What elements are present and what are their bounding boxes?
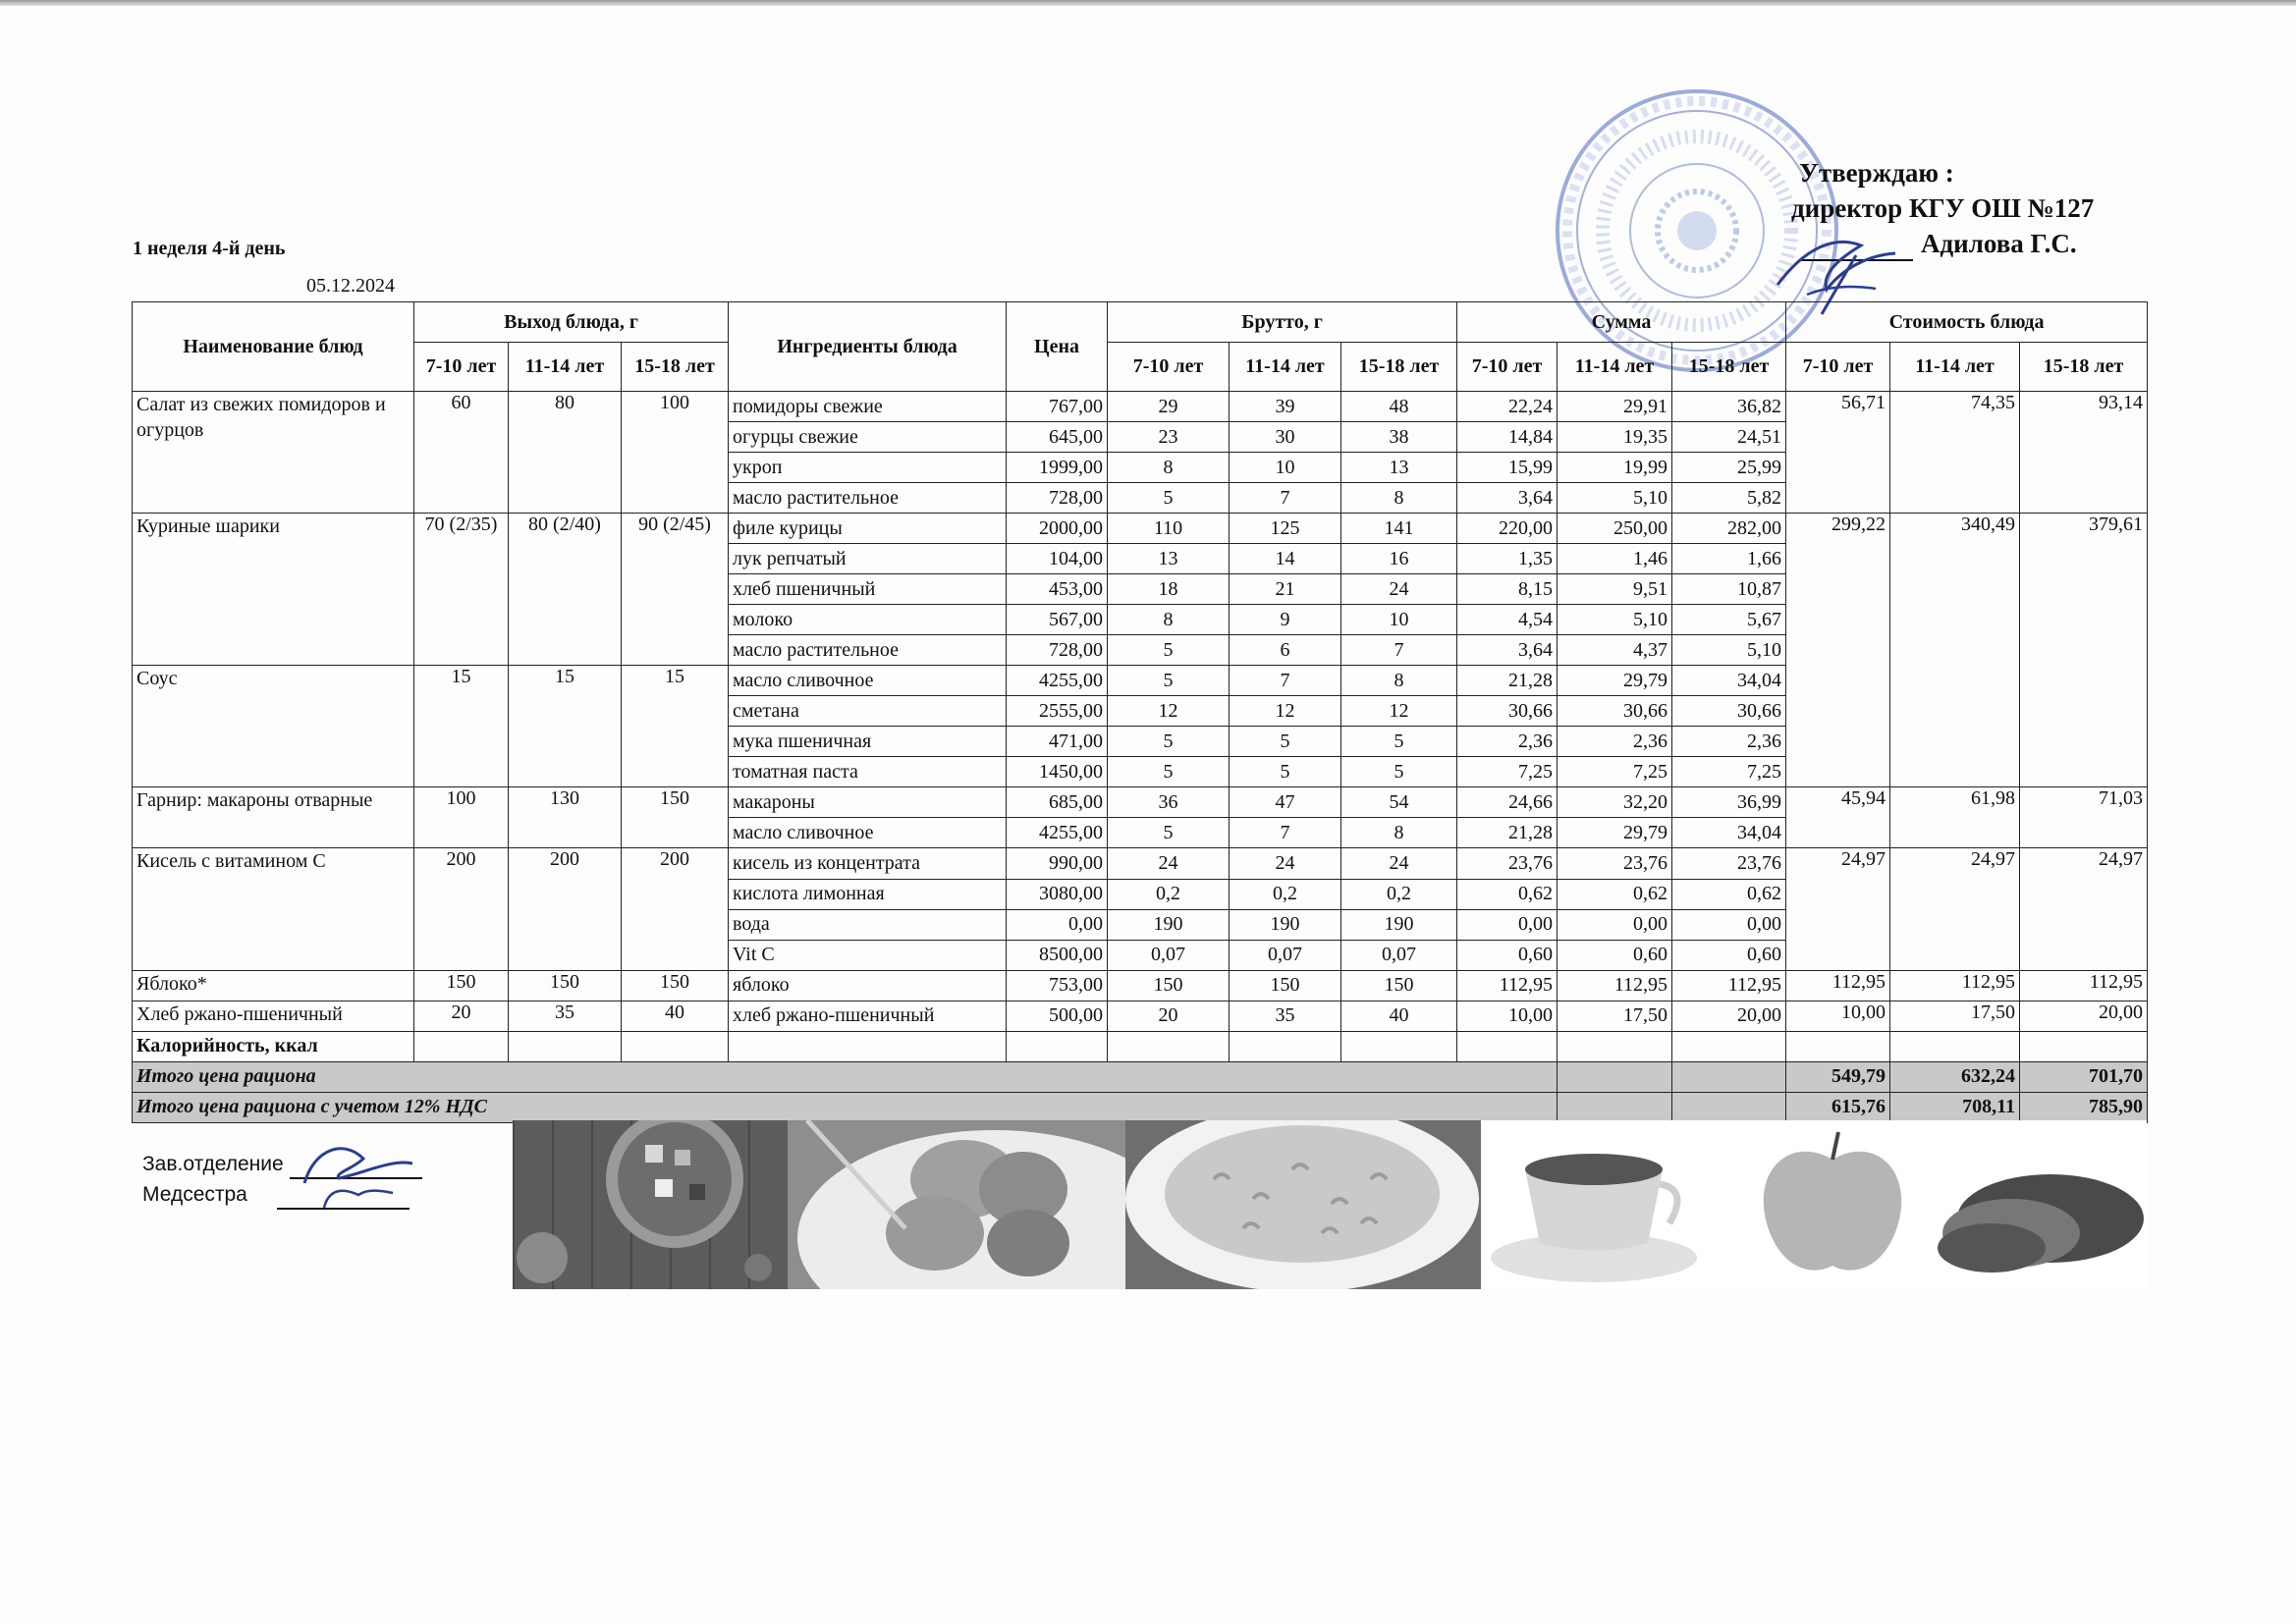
empty-cell [1890, 1031, 2020, 1061]
ingredient-sum: 112,95 [1672, 970, 1786, 1001]
age-brutto-1: 11-14 лет [1230, 343, 1341, 392]
food-photos [513, 1120, 2147, 1289]
ingredient-sum: 2,36 [1558, 727, 1672, 757]
ingredient-price: 728,00 [1007, 635, 1108, 666]
table-row [133, 787, 2148, 818]
ingredient-brutto: 8 [1108, 605, 1230, 635]
empty-cell [1341, 1031, 1457, 1061]
age-sum-2: 15-18 лет [1672, 343, 1786, 392]
ingredient-brutto: 6 [1230, 635, 1341, 666]
total-row-value: 701,70 [2020, 1061, 2148, 1092]
ingredient-sum: 10,00 [1457, 1001, 1558, 1031]
age-sum-0: 7-10 лет [1457, 343, 1558, 392]
ingredient-price: 645,00 [1007, 422, 1108, 453]
ingredient-brutto: 5 [1230, 757, 1341, 787]
total-row-value: 549,79 [1786, 1061, 1890, 1092]
dish-output: 200 [414, 848, 509, 970]
dish-cost: 112,95 [2020, 970, 2148, 1001]
age-cost-2: 15-18 лет [2020, 343, 2148, 392]
ingredient-brutto: 0,2 [1230, 879, 1341, 909]
ingredient-sum: 0,60 [1672, 940, 1786, 970]
dish-output: 100 [622, 392, 729, 514]
ingredient-sum: 112,95 [1558, 970, 1672, 1001]
table-row [133, 1001, 2148, 1031]
total-row-label: Итого цена рациона [133, 1061, 1558, 1092]
ingredient-brutto: 23 [1108, 422, 1230, 453]
ingredient-sum: 0,62 [1457, 879, 1558, 909]
ingredient-sum: 19,35 [1558, 422, 1672, 453]
ingredient-brutto: 24 [1230, 848, 1341, 879]
ingredient-sum: 30,66 [1672, 696, 1786, 727]
ingredient-name: Vit C [729, 940, 1007, 970]
ingredient-sum: 32,20 [1558, 787, 1672, 818]
ingredient-brutto: 0,07 [1341, 940, 1457, 970]
calories-row [133, 1031, 2148, 1061]
menu-date: 05.12.2024 [306, 275, 395, 297]
dish-name: Салат из свежих помидоров и огурцов [133, 392, 414, 514]
ingredient-sum: 220,00 [1457, 514, 1558, 544]
ingredient-price: 767,00 [1007, 392, 1108, 422]
dish-output: 150 [622, 787, 729, 848]
ingredient-brutto: 5 [1108, 483, 1230, 514]
dish-cost: 299,22 [1786, 514, 1890, 787]
ingredient-price: 2000,00 [1007, 514, 1108, 544]
ingredient-sum: 0,00 [1558, 909, 1672, 940]
age-header-row [133, 343, 2148, 392]
ingredient-sum: 30,66 [1558, 696, 1672, 727]
age-sum-1: 11-14 лет [1558, 343, 1672, 392]
ingredient-brutto: 5 [1341, 727, 1457, 757]
total-vat-row-value: 615,76 [1786, 1092, 1890, 1122]
ingredient-sum: 250,00 [1558, 514, 1672, 544]
bread-photo [1933, 1120, 2147, 1289]
calories-label: Калорийность, ккал [133, 1031, 414, 1061]
ingredient-brutto: 10 [1230, 453, 1341, 483]
ingredient-sum: 5,10 [1558, 605, 1672, 635]
dish-name: Кисель с витамином С [133, 848, 414, 970]
header-dish-name: Наименование блюд [133, 302, 414, 392]
ingredient-price: 3080,00 [1007, 879, 1108, 909]
ingredient-name: огурцы свежие [729, 422, 1007, 453]
ingredient-brutto: 9 [1230, 605, 1341, 635]
ingredient-brutto: 5 [1108, 666, 1230, 696]
age-output-1: 11-14 лет [509, 343, 622, 392]
empty-cell [1786, 1031, 1890, 1061]
tea-cup-photo [1481, 1120, 1732, 1289]
ingredient-brutto: 8 [1341, 818, 1457, 848]
ingredient-brutto: 190 [1230, 909, 1341, 940]
ingredient-sum: 0,62 [1672, 879, 1786, 909]
ingredient-brutto: 0,07 [1230, 940, 1341, 970]
ingredient-sum: 2,36 [1457, 727, 1558, 757]
dish-output: 90 (2/45) [622, 514, 729, 666]
empty-cell [1672, 1092, 1786, 1122]
ingredient-price: 104,00 [1007, 544, 1108, 574]
ingredient-brutto: 36 [1108, 787, 1230, 818]
ingredient-name: томатная паста [729, 757, 1007, 787]
ingredient-brutto: 38 [1341, 422, 1457, 453]
total-vat-row-value: 785,90 [2020, 1092, 2148, 1122]
dish-output: 40 [622, 1001, 729, 1031]
ingredient-sum: 21,28 [1457, 666, 1558, 696]
ingredient-brutto: 24 [1341, 848, 1457, 879]
header-brutto: Брутто, г [1108, 302, 1457, 343]
ingredient-sum: 0,00 [1457, 909, 1558, 940]
ingredient-name: мука пшеничная [729, 727, 1007, 757]
scan-edge [0, 0, 2296, 6]
dish-output: 70 (2/35) [414, 514, 509, 666]
empty-cell [2020, 1031, 2148, 1061]
header-cost: Стоимость блюда [1786, 302, 2148, 343]
ingredient-name: хлеб пшеничный [729, 574, 1007, 605]
age-cost-1: 11-14 лет [1890, 343, 2020, 392]
dish-name: Гарнир: макароны отварные [133, 787, 414, 848]
dish-name: Соус [133, 666, 414, 787]
ingredient-brutto: 40 [1341, 1001, 1457, 1031]
empty-cell [1457, 1031, 1558, 1061]
empty-cell [1558, 1092, 1672, 1122]
ingredient-brutto: 0,07 [1108, 940, 1230, 970]
ingredient-sum: 112,95 [1457, 970, 1558, 1001]
header-sum: Сумма [1457, 302, 1786, 343]
ingredient-name: укроп [729, 453, 1007, 483]
director-name: Адилова Г.С. [1921, 229, 2077, 258]
dish-output: 150 [622, 970, 729, 1001]
ingredient-sum: 5,10 [1558, 483, 1672, 514]
ingredient-sum: 282,00 [1672, 514, 1786, 544]
table-row [133, 514, 2148, 544]
ingredient-sum: 7,25 [1558, 757, 1672, 787]
table-row [133, 848, 2148, 879]
ingredient-price: 753,00 [1007, 970, 1108, 1001]
ingredient-price: 471,00 [1007, 727, 1108, 757]
ingredient-brutto: 141 [1341, 514, 1457, 544]
ingredient-brutto: 0,2 [1341, 879, 1457, 909]
ingredient-name: яблоко [729, 970, 1007, 1001]
ingredient-brutto: 7 [1230, 818, 1341, 848]
chicken-balls-photo [788, 1120, 1125, 1289]
ingredient-sum: 29,79 [1558, 666, 1672, 696]
head-of-department-label: Зав.отделение [142, 1153, 284, 1175]
ingredient-price: 685,00 [1007, 787, 1108, 818]
ingredient-price: 8500,00 [1007, 940, 1108, 970]
ingredient-sum: 1,46 [1558, 544, 1672, 574]
ingredient-sum: 24,66 [1457, 787, 1558, 818]
ingredient-brutto: 29 [1108, 392, 1230, 422]
ingredient-brutto: 190 [1108, 909, 1230, 940]
dish-cost: 93,14 [2020, 392, 2148, 514]
ingredient-price: 500,00 [1007, 1001, 1108, 1031]
ingredient-brutto: 7 [1341, 635, 1457, 666]
ingredient-brutto: 7 [1230, 483, 1341, 514]
ingredient-brutto: 54 [1341, 787, 1457, 818]
salad-photo [513, 1120, 788, 1289]
empty-cell [1672, 1061, 1786, 1092]
ingredient-brutto: 20 [1108, 1001, 1230, 1031]
ingredient-sum: 9,51 [1558, 574, 1672, 605]
ingredient-name: лук репчатый [729, 544, 1007, 574]
ingredient-brutto: 12 [1230, 696, 1341, 727]
ingredient-price: 567,00 [1007, 605, 1108, 635]
ingredient-brutto: 35 [1230, 1001, 1341, 1031]
dish-output: 15 [414, 666, 509, 787]
ingredient-brutto: 12 [1341, 696, 1457, 727]
ingredient-brutto: 110 [1108, 514, 1230, 544]
footer-signature [285, 1134, 432, 1213]
empty-cell [509, 1031, 622, 1061]
ingredient-brutto: 13 [1108, 544, 1230, 574]
dish-cost: 61,98 [1890, 787, 2020, 848]
ingredient-sum: 20,00 [1672, 1001, 1786, 1031]
ingredient-sum: 24,51 [1672, 422, 1786, 453]
ingredient-brutto: 21 [1230, 574, 1341, 605]
ingredient-sum: 7,25 [1672, 757, 1786, 787]
ingredient-price: 4255,00 [1007, 666, 1108, 696]
dish-cost: 24,97 [1786, 848, 1890, 970]
ingredient-brutto: 24 [1341, 574, 1457, 605]
approval-position: директор КГУ ОШ №127 [1791, 193, 2095, 223]
age-brutto-0: 7-10 лет [1108, 343, 1230, 392]
ingredient-sum: 5,82 [1672, 483, 1786, 514]
ingredient-sum: 5,10 [1672, 635, 1786, 666]
ingredient-sum: 5,67 [1672, 605, 1786, 635]
dish-output: 100 [414, 787, 509, 848]
ingredient-name: масло растительное [729, 483, 1007, 514]
dish-output: 200 [509, 848, 622, 970]
menu-body [133, 392, 2148, 1123]
ingredient-sum: 15,99 [1457, 453, 1558, 483]
menu-table [132, 301, 2148, 1123]
dish-output: 150 [509, 970, 622, 1001]
dish-output: 150 [414, 970, 509, 1001]
ingredient-sum: 0,60 [1558, 940, 1672, 970]
dish-name: Хлеб ржано-пшеничный [133, 1001, 414, 1031]
empty-cell [1007, 1031, 1108, 1061]
dish-cost: 45,94 [1786, 787, 1890, 848]
ingredient-sum: 14,84 [1457, 422, 1558, 453]
empty-cell [729, 1031, 1007, 1061]
ingredient-sum: 30,66 [1457, 696, 1558, 727]
ingredient-sum: 1,66 [1672, 544, 1786, 574]
dish-cost: 20,00 [2020, 1001, 2148, 1031]
dish-output: 35 [509, 1001, 622, 1031]
age-output-0: 7-10 лет [414, 343, 509, 392]
ingredient-brutto: 150 [1230, 970, 1341, 1001]
empty-cell [1558, 1031, 1672, 1061]
empty-cell [1558, 1061, 1672, 1092]
ingredient-price: 0,00 [1007, 909, 1108, 940]
ingredient-brutto: 5 [1108, 727, 1230, 757]
ingredient-brutto: 47 [1230, 787, 1341, 818]
header-ingredients: Ингредиенты блюда [729, 302, 1007, 392]
ingredient-price: 453,00 [1007, 574, 1108, 605]
dish-cost: 379,61 [2020, 514, 2148, 787]
dish-output: 130 [509, 787, 622, 848]
dish-cost: 24,97 [2020, 848, 2148, 970]
apple-photo [1732, 1120, 1933, 1289]
dish-cost: 112,95 [1890, 970, 2020, 1001]
ingredient-sum: 23,76 [1672, 848, 1786, 879]
ingredient-name: сметана [729, 696, 1007, 727]
ingredient-brutto: 14 [1230, 544, 1341, 574]
dish-output: 15 [509, 666, 622, 787]
ingredient-brutto: 5 [1108, 818, 1230, 848]
total-row [133, 1061, 2148, 1092]
ingredient-sum: 23,76 [1457, 848, 1558, 879]
ingredient-brutto: 10 [1341, 605, 1457, 635]
ingredient-sum: 8,15 [1457, 574, 1558, 605]
dish-cost: 24,97 [1890, 848, 2020, 970]
total-vat-row [133, 1092, 2148, 1122]
ingredient-sum: 34,04 [1672, 818, 1786, 848]
empty-cell [1108, 1031, 1230, 1061]
ingredient-sum: 23,76 [1558, 848, 1672, 879]
ingredient-name: масло растительное [729, 635, 1007, 666]
header-output: Выход блюда, г [414, 302, 729, 343]
ingredient-name: кислота лимонная [729, 879, 1007, 909]
ingredient-sum: 3,64 [1457, 635, 1558, 666]
dish-cost: 340,49 [1890, 514, 2020, 787]
ingredient-name: хлеб ржано-пшеничный [729, 1001, 1007, 1031]
ingredient-price: 1450,00 [1007, 757, 1108, 787]
ingredient-sum: 22,24 [1457, 392, 1558, 422]
ingredient-price: 2555,00 [1007, 696, 1108, 727]
empty-cell [1230, 1031, 1341, 1061]
age-cost-0: 7-10 лет [1786, 343, 1890, 392]
ingredient-sum: 4,37 [1558, 635, 1672, 666]
ingredient-sum: 29,91 [1558, 392, 1672, 422]
ingredient-sum: 21,28 [1457, 818, 1558, 848]
ingredient-sum: 3,64 [1457, 483, 1558, 514]
dish-name: Яблоко* [133, 970, 414, 1001]
ingredient-brutto: 7 [1230, 666, 1341, 696]
ingredient-brutto: 150 [1341, 970, 1457, 1001]
ingredient-brutto: 13 [1341, 453, 1457, 483]
total-vat-row-label: Итого цена рациона с учетом 12% НДС [133, 1092, 1558, 1122]
ingredient-price: 990,00 [1007, 848, 1108, 879]
dish-output: 15 [622, 666, 729, 787]
dish-output: 80 (2/40) [509, 514, 622, 666]
ingredient-sum: 36,82 [1672, 392, 1786, 422]
ingredient-brutto: 8 [1341, 483, 1457, 514]
ingredient-sum: 7,25 [1457, 757, 1558, 787]
ingredient-price: 4255,00 [1007, 818, 1108, 848]
ingredient-sum: 0,62 [1558, 879, 1672, 909]
ingredient-brutto: 12 [1108, 696, 1230, 727]
pasta-photo [1125, 1120, 1481, 1289]
ingredient-brutto: 5 [1108, 635, 1230, 666]
dish-cost: 10,00 [1786, 1001, 1890, 1031]
dish-output: 20 [414, 1001, 509, 1031]
approval-title: Утверждаю : [1799, 158, 1954, 188]
dish-cost: 71,03 [2020, 787, 2148, 848]
ingredient-brutto: 5 [1230, 727, 1341, 757]
ingredient-sum: 17,50 [1558, 1001, 1672, 1031]
dish-output: 80 [509, 392, 622, 514]
ingredient-name: кисель из концентрата [729, 848, 1007, 879]
ingredient-brutto: 5 [1108, 757, 1230, 787]
ingredient-sum: 2,36 [1672, 727, 1786, 757]
ingredient-name: макароны [729, 787, 1007, 818]
ingredient-price: 1999,00 [1007, 453, 1108, 483]
ingredient-sum: 36,99 [1672, 787, 1786, 818]
nurse-label: Медсестра [142, 1183, 247, 1206]
dish-name: Куриные шарики [133, 514, 414, 666]
ingredient-brutto: 190 [1341, 909, 1457, 940]
dish-cost: 17,50 [1890, 1001, 2020, 1031]
table-row [133, 392, 2148, 422]
week-day-label: 1 неделя 4-й день [133, 238, 286, 259]
ingredient-brutto: 8 [1341, 666, 1457, 696]
ingredient-brutto: 48 [1341, 392, 1457, 422]
age-brutto-2: 15-18 лет [1341, 343, 1457, 392]
ingredient-brutto: 125 [1230, 514, 1341, 544]
ingredient-name: помидоры свежие [729, 392, 1007, 422]
ingredient-name: вода [729, 909, 1007, 940]
ingredient-sum: 29,79 [1558, 818, 1672, 848]
ingredient-brutto: 16 [1341, 544, 1457, 574]
ingredient-brutto: 18 [1108, 574, 1230, 605]
dish-output: 60 [414, 392, 509, 514]
total-vat-row-value: 708,11 [1890, 1092, 2020, 1122]
ingredient-brutto: 24 [1108, 848, 1230, 879]
ingredient-brutto: 0,2 [1108, 879, 1230, 909]
dish-cost: 112,95 [1786, 970, 1890, 1001]
ingredient-sum: 25,99 [1672, 453, 1786, 483]
ingredient-sum: 19,99 [1558, 453, 1672, 483]
ingredient-sum: 10,87 [1672, 574, 1786, 605]
ingredient-sum: 4,54 [1457, 605, 1558, 635]
total-row-value: 632,24 [1890, 1061, 2020, 1092]
table-row [133, 970, 2148, 1001]
ingredient-sum: 34,04 [1672, 666, 1786, 696]
ingredient-brutto: 30 [1230, 422, 1341, 453]
ingredient-brutto: 8 [1108, 453, 1230, 483]
ingredient-name: масло сливочное [729, 666, 1007, 696]
empty-cell [1672, 1031, 1786, 1061]
ingredient-sum: 1,35 [1457, 544, 1558, 574]
age-output-2: 15-18 лет [622, 343, 729, 392]
ingredient-name: молоко [729, 605, 1007, 635]
dish-output: 200 [622, 848, 729, 970]
ingredient-brutto: 5 [1341, 757, 1457, 787]
ingredient-brutto: 150 [1108, 970, 1230, 1001]
empty-cell [414, 1031, 509, 1061]
ingredient-price: 728,00 [1007, 483, 1108, 514]
ingredient-sum: 0,60 [1457, 940, 1558, 970]
dish-cost: 74,35 [1890, 392, 2020, 514]
ingredient-sum: 0,00 [1672, 909, 1786, 940]
ingredient-name: филе курицы [729, 514, 1007, 544]
ingredient-name: масло сливочное [729, 818, 1007, 848]
empty-cell [622, 1031, 729, 1061]
ingredient-brutto: 39 [1230, 392, 1341, 422]
dish-cost: 56,71 [1786, 392, 1890, 514]
header-price: Цена [1007, 302, 1108, 392]
